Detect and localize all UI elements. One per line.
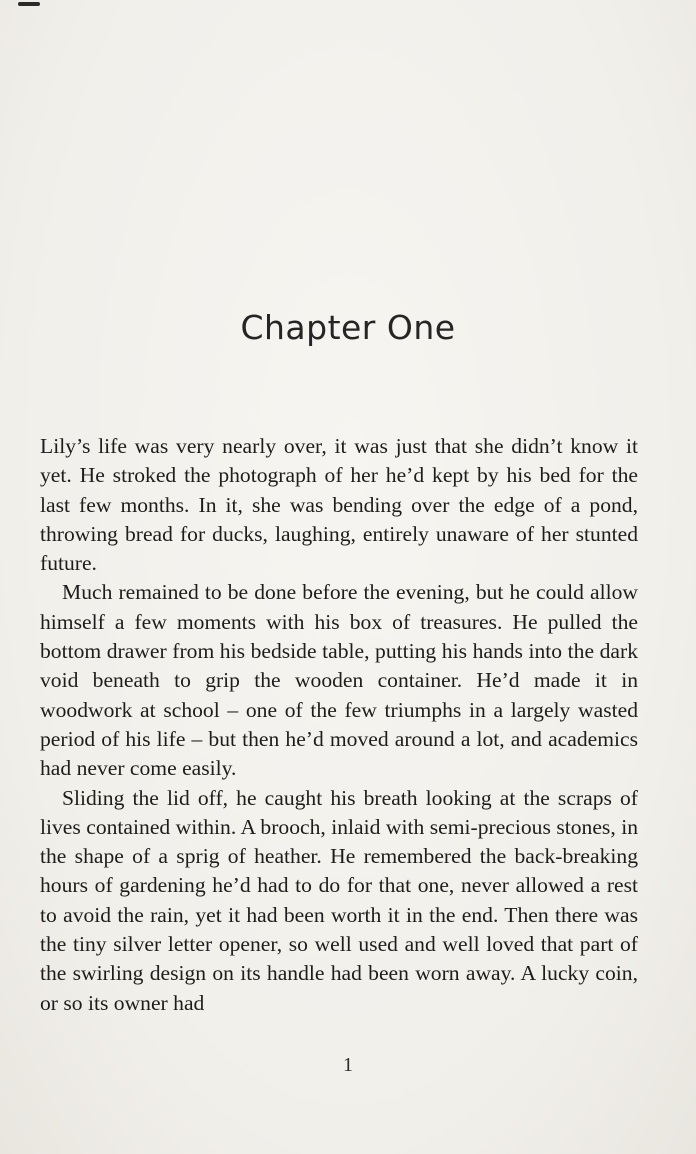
chapter-title: Chapter One — [240, 308, 456, 347]
chapter-body — [40, 432, 638, 1018]
page-edge-mark — [18, 2, 40, 6]
paragraph-2: Much remained to be done before the evening, but he could allow himself a few moments with his box of treasures. He pulled the bottom drawer from his bedside table, putting his hands into the dark void beneath to grip the wooden container. He’d made it in woodwork at school – one of the few triumphs in a largely wasted period of his life – but then he’d moved around a lot, and academics had never come easily. — [40, 580, 638, 781]
paragraph-3: Sliding the lid off, he caught his breath looking at the scraps of lives contained within. A brooch, inlaid with semi-precious stones, in the shape of a sprig of heather. He remembered the back-breaking hours of gardening he’d had to do for that one, never allowed a rest to avoid the rain, yet it had been worth it in the end. Then there was the tiny silver letter opener, so well used and well loved that part of the swirling design on its handle had been worn away. A lucky coin, or so its owner had — [40, 785, 638, 1015]
paragraph-1: Lily’s life was very nearly over, it was just that she didn’t know it yet. He stroked the photograph of her he’d kept by his bed for the last few months. In it, she was bending over the edge of a pond, throwing bread for ducks, laughing, entirely unaware of her stunted future. — [40, 434, 638, 576]
page-number: 1 — [343, 1054, 353, 1076]
